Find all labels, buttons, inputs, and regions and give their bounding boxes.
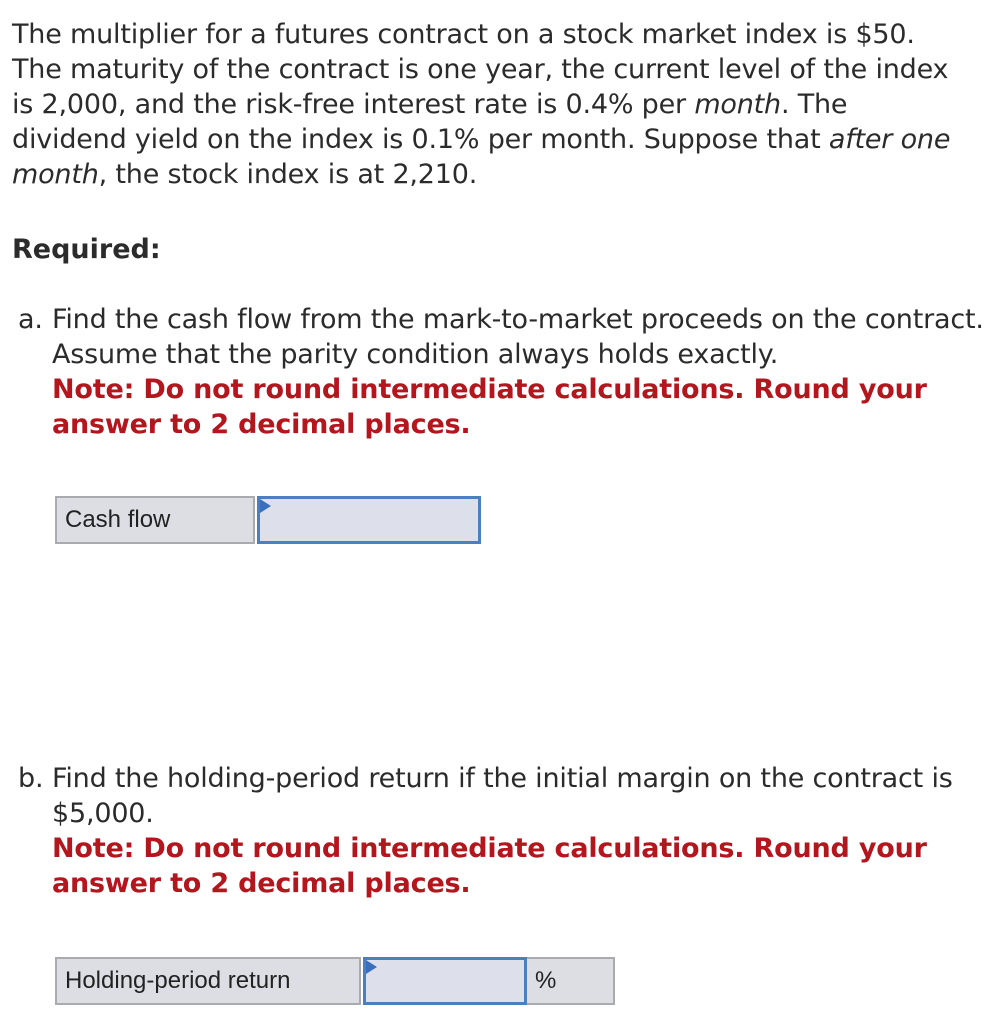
intro-emphasis-month-2: month <box>12 159 99 190</box>
part-a-letter: a. <box>18 304 43 335</box>
intro-line-3-end: . The <box>780 89 848 120</box>
cash-flow-input[interactable] <box>260 499 478 541</box>
percent-unit-label: % <box>527 957 615 1005</box>
part-b-letter: b. <box>18 763 44 794</box>
holding-period-input[interactable] <box>366 960 524 1002</box>
part-b-question: Find the holding-period return if the initial margin on the contract is $5,000. <box>52 763 953 829</box>
intro-emphasis-after-one: after one <box>828 124 951 155</box>
part-a <box>18 302 993 442</box>
problem-statement <box>12 17 992 192</box>
cash-flow-input-cell[interactable] <box>257 496 481 544</box>
part-a-note: Note: Do not round intermediate calculations. Round your answer to 2 decimal places. <box>52 374 927 440</box>
holding-period-input-cell[interactable] <box>363 957 527 1005</box>
intro-line-4: dividend yield on the index is 0.1% per month. Suppose that <box>12 124 829 155</box>
intro-emphasis-month: month <box>694 89 781 120</box>
intro-line-2: The maturity of the contract is one year, the current level of the index <box>12 54 949 85</box>
required-heading: Required: <box>12 234 161 265</box>
intro-line-1: The multiplier for a futures contract on a stock market index is $50. <box>12 19 915 50</box>
holding-period-answer-row <box>55 957 615 1005</box>
intro-line-3: is 2,000, and the risk-free interest rate is 0.4% per <box>12 89 695 120</box>
holding-period-label: Holding-period return <box>55 957 361 1005</box>
intro-line-5: , the stock index is at 2,210. <box>98 159 478 190</box>
part-b-note: Note: Do not round intermediate calculations. Round your answer to 2 decimal places. <box>52 833 927 899</box>
part-a-question: Find the cash flow from the mark-to-market proceeds on the contract. Assume that the parity condition always holds exactly. <box>52 304 984 370</box>
part-b <box>18 761 993 901</box>
cash-flow-answer-row <box>55 496 481 544</box>
cash-flow-label: Cash flow <box>55 496 255 544</box>
